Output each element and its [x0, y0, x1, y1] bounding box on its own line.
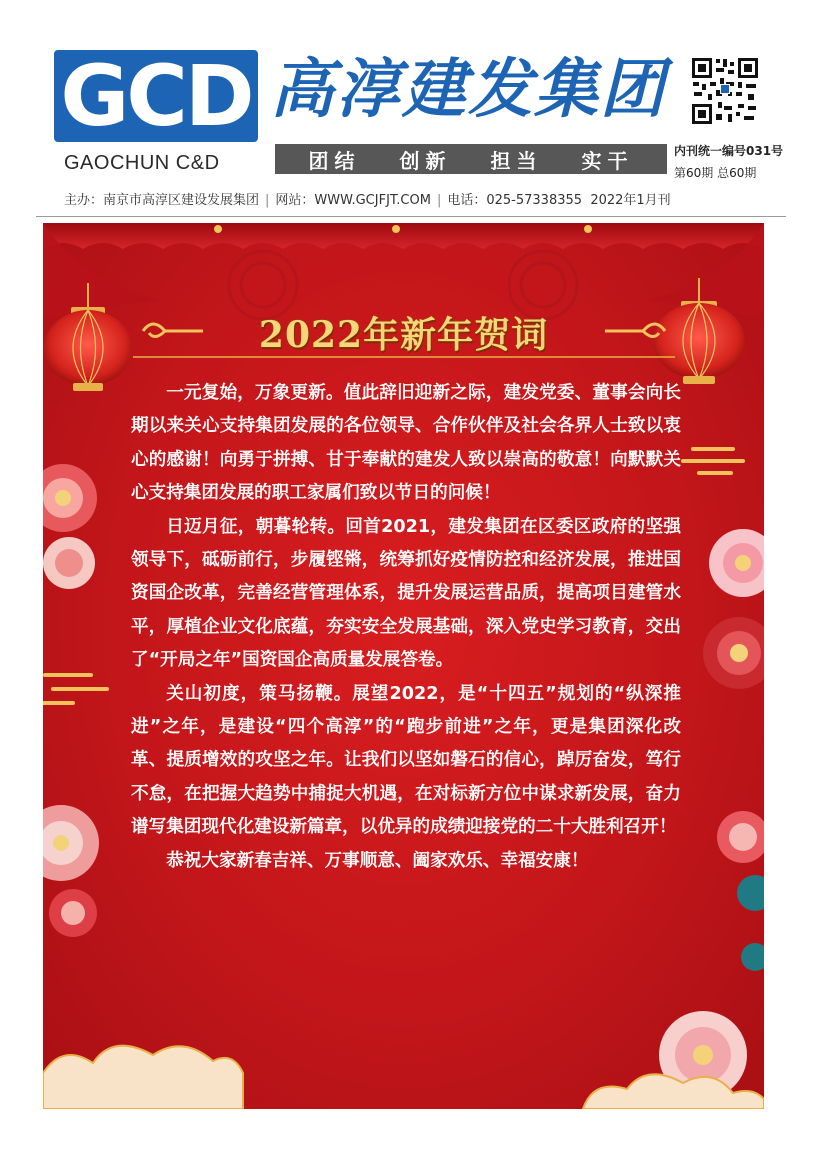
company-name: 高淳建发集团	[270, 52, 666, 127]
greeting-title: 2022年新年贺词	[258, 314, 549, 356]
slogan-word: 实干	[581, 148, 634, 173]
slogan-bar	[275, 144, 667, 174]
greeting-paragraph: 日迈月征，朝暮轮转。回首2021，建发集团在区委区政府的坚强领导下，砥砺前行，步履铿锵，统筹抓好疫情防控和经济发展，推进国资国企改革，完善经营管理体系，提升发展运营品质，提高项目建管水平，厚植企业文化底蕴，夯实安全发展基础，深入党史学习教育，交出了“开局之年”国资国企高质量发展答卷。	[131, 516, 681, 671]
issue-date: 2022年1月刊	[590, 193, 671, 208]
slogan-word: 担当	[490, 148, 543, 173]
flower-decoration	[43, 464, 99, 937]
logo-subtitle: GAOCHUN C&D	[64, 152, 220, 174]
issue-code: 内刊统一编号031号	[674, 144, 784, 158]
slogan-word: 创新	[399, 148, 452, 173]
brand-logo	[54, 47, 258, 145]
qr-code-icon	[690, 56, 760, 126]
slogan-word: 团结	[308, 148, 361, 173]
masthead-meta: 主办：南京市高淳区建设发展集团 | 网站：WWW.GCJFJT.COM | 电话：025-57338355 2022年1月刊	[64, 193, 671, 208]
masthead-divider	[36, 216, 786, 217]
curtain-decoration	[43, 223, 764, 319]
logo-letters: GCD	[60, 47, 252, 145]
issue-info	[674, 140, 794, 184]
cloud-decoration	[43, 1046, 764, 1109]
sponsor-text: 主办：南京市高淳区建设发展集团	[64, 193, 260, 208]
website-text: 网站：WWW.GCJFJT.COM	[275, 193, 431, 208]
phone-text: 电话：025-57338355	[447, 193, 583, 208]
greeting-paragraph: 一元复始，万象更新。值此辞旧迎新之际，建发党委、董事会向长期以来关心支持集团发展的各位领导、合作伙伴及社会各界人士致以衷心的感谢！向勇于拼搏、甘于奉献的建发人致以崇高的敬意！向默默关心支持集团发展的职工家属们致以节日的问候！	[131, 383, 681, 504]
greeting-body	[131, 377, 681, 878]
greeting-paragraph: 恭祝大家新春吉祥、万事顺意、阖家欢乐、幸福安康！	[166, 850, 589, 871]
greeting-paragraph: 关山初度，策马扬鞭。展望2022，是“十四五”规划的“纵深推进”之年，是建设“四个高淳”的“跑步前进”之年，更是集团深化改革、提质增效的攻坚之年。让我们以坚如磐石的信心，踔厉奋发，笃行不怠，在把握大趋势中捕捉大机遇，在对标新方位中谋求新发展，奋力谱写集团现代化建设新篇章，以优异的成绩迎接党的二十大胜利召开！	[131, 683, 681, 838]
issue-number: 第60期 总60期	[674, 166, 757, 180]
new-year-poster	[43, 223, 764, 1109]
